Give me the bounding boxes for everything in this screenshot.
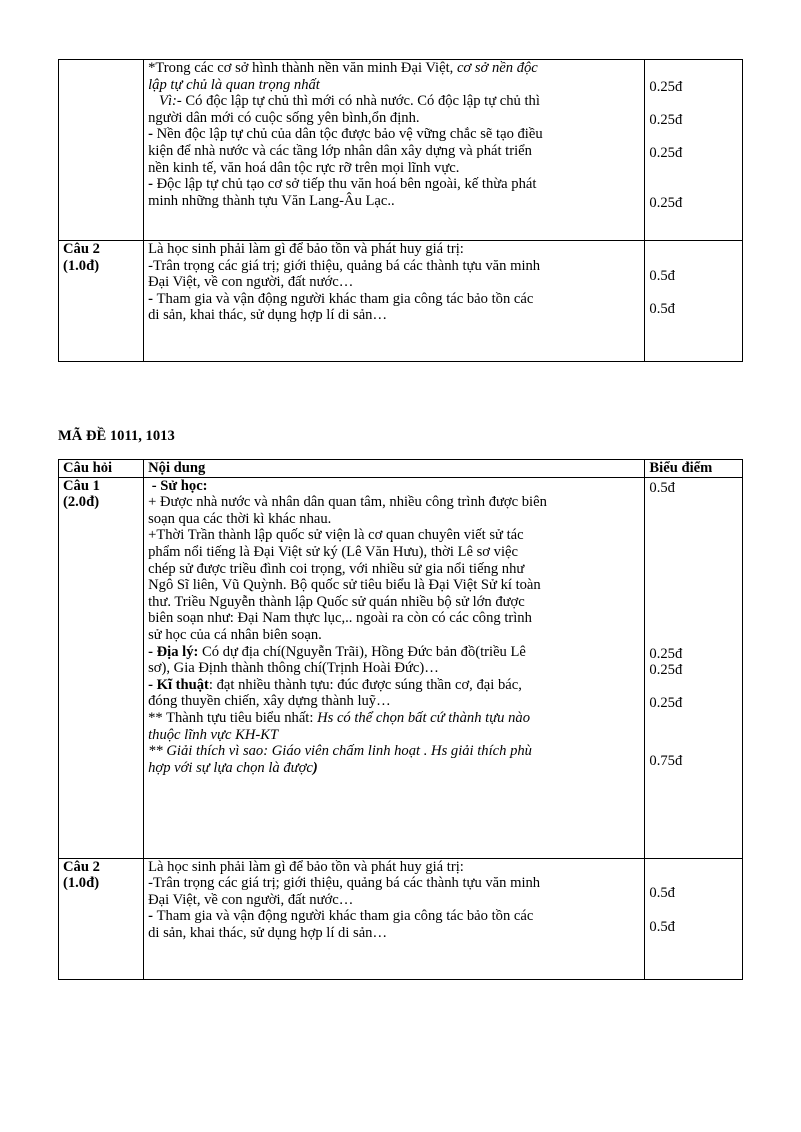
content-line bbox=[148, 859, 640, 876]
content-text: - bbox=[148, 126, 157, 143]
content-line bbox=[148, 258, 640, 275]
content-line bbox=[148, 160, 640, 177]
score-value: 0.5đ bbox=[649, 918, 675, 935]
content-text: Là học sinh phải làm gì để bảo tồn và phát huy giá trị: bbox=[148, 858, 464, 875]
content-text: Tham gia và vận động người khác tham gia công tác bảo tồn các bbox=[156, 290, 534, 307]
score-value: 0.25đ bbox=[649, 111, 683, 128]
score-value: 0.25đ bbox=[649, 695, 683, 712]
content-text: lập tự chủ là quan trọng nhất bbox=[148, 76, 320, 93]
content-line bbox=[148, 627, 640, 644]
content-cell bbox=[144, 477, 645, 858]
content-text: : đạt nhiều thành tựu: đúc được súng thần cơ, đại bác, bbox=[208, 676, 522, 693]
content-line bbox=[148, 126, 640, 143]
content-line bbox=[148, 577, 640, 594]
content-text: -Trân trọng các giá trị; giới thiệu, quảng bá các thành tựu văn minh bbox=[148, 875, 541, 892]
content-cell bbox=[144, 858, 645, 979]
content-line bbox=[148, 677, 640, 694]
content-text: Nền độc lập tự chủ của dân tộc được bảo vệ vững chắc sẽ tạo điều bbox=[156, 126, 543, 143]
content-text: di sản, khai thác, sử dụng hợp lí di sản… bbox=[148, 307, 388, 324]
t2-body bbox=[59, 460, 743, 980]
content-text: nền kinh tế, văn hoá dân tộc rực rỡ trên mọi lĩnh vực. bbox=[148, 159, 460, 176]
content-line bbox=[148, 193, 640, 210]
content-text: hợp với sự lựa chọn là được bbox=[148, 759, 313, 776]
content-cell bbox=[144, 241, 645, 362]
content-line bbox=[148, 908, 640, 925]
answer-table-continued bbox=[58, 59, 743, 362]
content-text: - bbox=[148, 908, 157, 925]
content-line bbox=[148, 727, 640, 744]
score-value: 0.5đ bbox=[649, 885, 675, 902]
content-line bbox=[148, 110, 640, 127]
content-line bbox=[148, 660, 640, 677]
content-line bbox=[148, 925, 640, 942]
content-text: Vì: bbox=[148, 93, 177, 110]
score-value: 0.25đ bbox=[649, 145, 683, 161]
question-label: Câu 1 bbox=[63, 477, 100, 494]
question-label: (1.0đ) bbox=[63, 875, 100, 892]
content-text: Độc lập tự chủ tạo cơ sở tiếp thu văn hoá bên ngoài, kế thừa phát bbox=[156, 176, 537, 193]
question-cell bbox=[59, 60, 144, 241]
t1-body bbox=[59, 60, 743, 362]
content-text: -Trân trọng các giá trị; giới thiệu, quảng bá các thành tựu văn minh bbox=[148, 257, 541, 274]
content-text: thư. Triều Nguyễn thành lập Quốc sử quán nhiều bộ sử lớn được bbox=[148, 593, 525, 610]
score-cell bbox=[645, 60, 743, 241]
content-text: thuộc lĩnh vực KH-KT bbox=[148, 726, 279, 743]
content-text: - Địa lý: bbox=[148, 643, 203, 660]
content-line bbox=[148, 760, 640, 777]
content-text: ** Giải thích vì sao: Giáo viên chấm linh hoạt . Hs giải thích phù bbox=[148, 743, 532, 760]
content-text: - Sử học: bbox=[148, 477, 208, 494]
content-text: chép sử được triều đình coi trọng, với nhiều sử gia nổi tiếng như bbox=[148, 560, 525, 577]
score-value: 0.25đ bbox=[649, 78, 683, 95]
table-row bbox=[59, 60, 743, 241]
content-line bbox=[148, 60, 640, 77]
content-text: - Kĩ thuật bbox=[148, 676, 209, 693]
content-line bbox=[148, 176, 640, 193]
score-value: 0.25đ bbox=[649, 662, 683, 679]
score-cell bbox=[645, 241, 743, 362]
content-text: - Có độc lập tự chủ thì mới có nhà nước. Có độc lập tự chủ thì bbox=[176, 93, 540, 110]
content-text: sử học của cá nhân biên soạn. bbox=[148, 626, 322, 643]
content-text: Tham gia và vận động người khác tham gia công tác bảo tồn các bbox=[156, 908, 534, 925]
question-label: (2.0đ) bbox=[63, 494, 100, 511]
score-cell bbox=[645, 858, 743, 979]
content-text: Đại Việt, về con người, đất nước… bbox=[148, 891, 354, 908]
score-value: 0.5đ bbox=[649, 267, 675, 284]
content-text: *Trong các cơ sở hình thành nền văn minh Đại Việt, bbox=[148, 60, 457, 76]
score-value: 0.5đ bbox=[649, 301, 675, 318]
content-line bbox=[148, 693, 640, 710]
question-label bbox=[63, 60, 139, 77]
content-text: di sản, khai thác, sử dụng hợp lí di sản… bbox=[148, 924, 388, 941]
content-text: soạn qua các thời kì khác nhau. bbox=[148, 510, 332, 527]
answer-table-1011-1013 bbox=[58, 459, 743, 980]
question-label bbox=[63, 77, 139, 94]
content-line bbox=[148, 511, 640, 528]
content-text: biên soạn như: Đại Nam thực lục,.. ngoài ra còn có các công trình bbox=[148, 610, 532, 627]
question-label: Câu 2 bbox=[63, 241, 100, 257]
content-line bbox=[148, 291, 640, 308]
content-line bbox=[148, 710, 640, 727]
content-line bbox=[148, 610, 640, 627]
content-line bbox=[148, 527, 640, 544]
content-text: Là học sinh phải làm gì để bảo tồn và phát huy giá trị: bbox=[148, 241, 464, 257]
content-text: + Được nhà nước và nhân dân quan tâm, nhiều công trình được biên bbox=[148, 494, 547, 511]
header-question: Câu hỏi bbox=[59, 460, 144, 478]
score-value: 0.25đ bbox=[649, 194, 683, 211]
table-row bbox=[59, 241, 743, 362]
content-cell bbox=[144, 60, 645, 241]
content-text: - bbox=[148, 176, 157, 193]
content-text: Hs có thể chọn bất cứ thành tựu nào bbox=[317, 709, 530, 726]
content-text: sơ), Gia Định thành thông chí(Trịnh Hoài Đức)… bbox=[148, 660, 439, 677]
exam-code-heading: MÃ ĐỀ 1011, 1013 bbox=[58, 428, 175, 444]
content-text: minh những thành tựu Văn Lang-Âu Lạc.. bbox=[148, 192, 395, 209]
content-text: ) bbox=[312, 759, 318, 776]
content-text: kiện để nhà nước và các tầng lớp nhân dân xây dựng và phát triển bbox=[148, 142, 532, 159]
table-row bbox=[59, 477, 743, 858]
score-value: 0.25đ bbox=[649, 645, 683, 662]
content-line bbox=[148, 544, 640, 561]
content-text: ** Thành tựu tiêu biểu nhất: bbox=[148, 709, 318, 726]
content-line bbox=[148, 478, 640, 495]
table-row bbox=[59, 858, 743, 979]
content-text: phẩm nổi tiếng là Đại Việt sử ký (Lê Văn Hưu), thời Lê sơ việc bbox=[148, 543, 518, 560]
content-line bbox=[148, 494, 640, 511]
header-score: Biểu điểm bbox=[645, 460, 743, 478]
content-text: Ngô Sĩ liên, Vũ Quỳnh. Bộ quốc sử tiêu biểu là Đại Việt Sử kí toàn bbox=[148, 577, 541, 594]
score-value: 0.75đ bbox=[649, 753, 683, 770]
content-line bbox=[148, 875, 640, 892]
question-cell bbox=[59, 858, 144, 979]
question-cell bbox=[59, 241, 144, 362]
content-line bbox=[148, 644, 640, 661]
question-label: (1.0đ) bbox=[63, 257, 100, 274]
content-text: +Thời Trần thành lập quốc sử viện là cơ quan chuyên viết sử tác bbox=[148, 527, 524, 544]
question-label: Câu 2 bbox=[63, 858, 100, 875]
content-line bbox=[148, 594, 640, 611]
content-text: Có dự địa chí(Nguyễn Trãi), Hồng Đức bản đồ(triều Lê bbox=[202, 643, 526, 660]
content-line bbox=[148, 143, 640, 160]
content-text: - bbox=[148, 290, 157, 307]
content-line bbox=[148, 77, 640, 94]
content-text: người dân mới có cuộc sống yên bình,ổn định. bbox=[148, 109, 420, 126]
table-header-row bbox=[59, 460, 743, 478]
header-content: Nội dung bbox=[144, 460, 645, 478]
content-line bbox=[148, 241, 640, 258]
content-text: cơ sở nền độc bbox=[456, 60, 538, 76]
content-line bbox=[148, 743, 640, 760]
content-line bbox=[148, 307, 640, 324]
content-line bbox=[148, 274, 640, 291]
content-line bbox=[148, 892, 640, 909]
content-line bbox=[148, 561, 640, 578]
content-text: đóng thuyền chiến, xây dựng thành luỹ… bbox=[148, 693, 391, 710]
content-text: Đại Việt, về con người, đất nước… bbox=[148, 274, 354, 291]
score-value: 0.5đ bbox=[649, 479, 675, 496]
content-line bbox=[148, 93, 640, 110]
score-cell bbox=[645, 477, 743, 858]
question-cell bbox=[59, 477, 144, 858]
